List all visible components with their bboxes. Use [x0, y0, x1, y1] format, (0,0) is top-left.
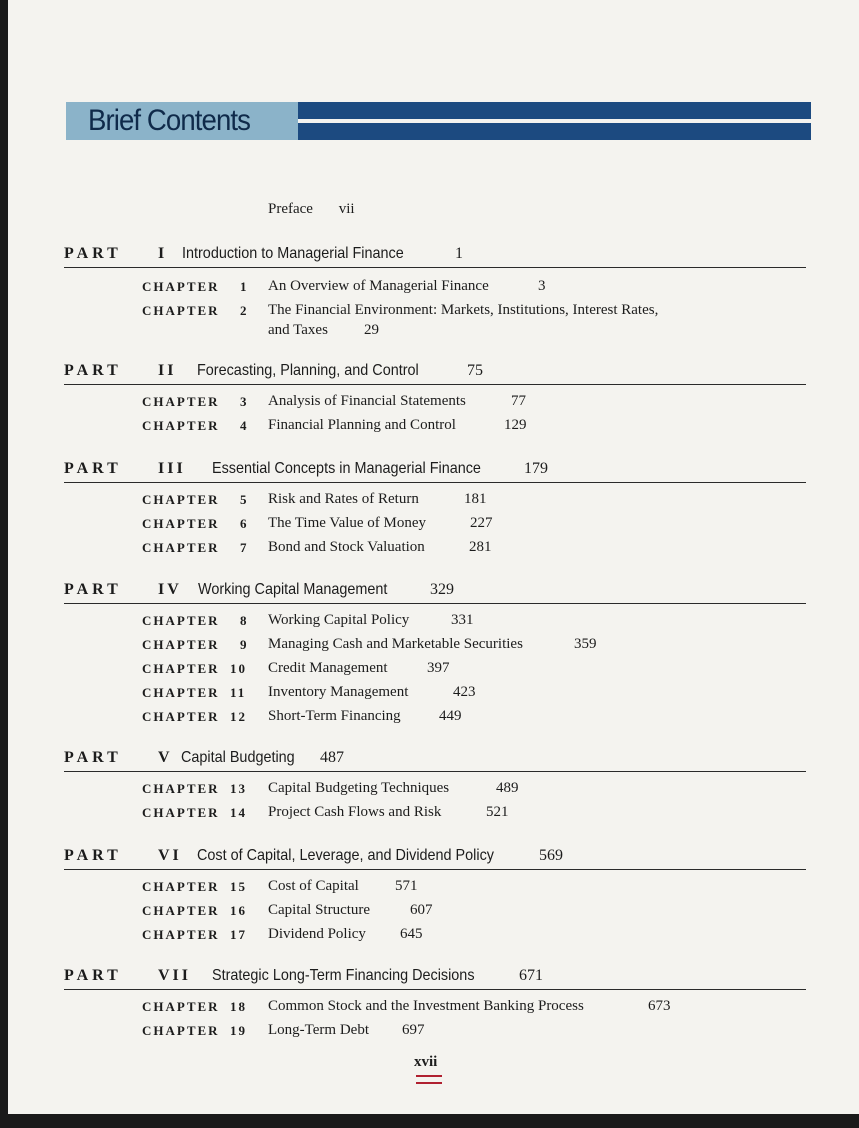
preface-entry [268, 201, 355, 218]
part-heading [64, 358, 806, 385]
page-title: Brief Contents [88, 104, 251, 137]
chapter-number: 9 [240, 637, 249, 652]
chapter-title-continued: and Taxes [268, 322, 328, 338]
chapter-entry [64, 922, 806, 946]
chapter-number: 15 [230, 879, 247, 894]
part-page: 487 [320, 749, 344, 766]
chapter-entry [64, 413, 806, 437]
chapter-label: CHAPTER [142, 516, 220, 531]
chapter-label: CHAPTER [142, 879, 220, 894]
chapter-number: 14 [230, 805, 247, 820]
chapter-title: Common Stock and the Investment Banking Process [268, 998, 584, 1014]
chapter-entry [64, 994, 806, 1018]
chapter-label: CHAPTER [142, 927, 220, 942]
part-page: 671 [519, 967, 543, 984]
part-label: PART [64, 362, 122, 379]
part-numeral: IV [158, 581, 182, 598]
chapter-page: 359 [574, 636, 597, 652]
chapter-label: CHAPTER [142, 418, 220, 433]
chapter-label: CHAPTER [142, 781, 220, 796]
part-title: Cost of Capital, Leverage, and Dividend Policy [197, 847, 494, 864]
chapter-title: Short-Term Financing [268, 708, 401, 724]
part-label: PART [64, 967, 122, 984]
chapter-number: 2 [240, 303, 249, 318]
part-title: Strategic Long-Term Financing Decisions [212, 967, 475, 984]
chapter-number: 11 [230, 685, 247, 700]
part-title: Essential Concepts in Managerial Finance [212, 460, 481, 477]
chapter-entry [64, 776, 806, 800]
chapter-label: CHAPTER [142, 709, 220, 724]
chapter-title: Cost of Capital [268, 878, 359, 894]
chapter-page: 645 [400, 926, 423, 942]
chapter-title: Inventory Management [268, 684, 409, 700]
chapter-title: Working Capital Policy [268, 612, 410, 628]
part-numeral: III [158, 460, 186, 477]
part-section [64, 358, 806, 437]
chapter-title: Capital Structure [268, 902, 371, 918]
chapter-entry [64, 898, 806, 922]
chapter-entry [64, 274, 806, 298]
chapter-label: CHAPTER [142, 540, 220, 555]
chapter-entry [64, 680, 806, 704]
chapter-page: 129 [504, 417, 527, 433]
part-section [64, 577, 806, 728]
part-section [64, 843, 806, 946]
part-numeral: I [158, 245, 168, 262]
chapter-title: Risk and Rates of Return [268, 491, 419, 507]
chapter-number: 17 [230, 927, 247, 942]
chapter-page: 423 [453, 684, 476, 700]
part-title: Forecasting, Planning, and Control [197, 362, 419, 379]
part-heading [64, 241, 806, 268]
book-page [8, 0, 859, 1114]
chapter-entry [64, 656, 806, 680]
chapter-number: 7 [240, 540, 249, 555]
chapter-label: CHAPTER [142, 805, 220, 820]
part-page: 569 [539, 847, 563, 864]
chapter-label: CHAPTER [142, 279, 220, 294]
chapter-number: 5 [240, 492, 249, 507]
chapter-entry [64, 1018, 806, 1042]
chapter-page: 489 [496, 780, 519, 796]
chapter-label: CHAPTER [142, 1023, 220, 1038]
chapter-title: Capital Budgeting Techniques [268, 780, 450, 796]
chapter-page: 521 [486, 804, 509, 820]
chapter-page: 281 [469, 539, 492, 555]
chapter-title: Managing Cash and Marketable Securities [268, 636, 523, 652]
chapter-entry [64, 800, 806, 824]
part-label: PART [64, 581, 122, 598]
chapter-entry [64, 487, 806, 511]
chapter-label: CHAPTER [142, 637, 220, 652]
chapter-page: 607 [410, 902, 433, 918]
page-number: xvii [414, 1054, 438, 1070]
part-section [64, 241, 806, 346]
part-numeral: VII [158, 967, 192, 984]
chapter-title: Project Cash Flows and Risk [268, 804, 442, 820]
chapter-label: CHAPTER [142, 685, 220, 700]
part-page: 1 [455, 245, 463, 262]
chapter-number: 10 [230, 661, 247, 676]
part-heading [64, 745, 806, 772]
chapter-entry [64, 704, 806, 728]
chapter-number: 4 [240, 418, 249, 433]
chapter-title: Credit Management [268, 660, 388, 676]
header-bar [298, 123, 811, 140]
header-bar [298, 102, 811, 119]
chapter-entry [64, 874, 806, 898]
chapter-page: 449 [439, 708, 462, 724]
part-numeral: V [158, 749, 173, 766]
chapter-page: 227 [470, 515, 493, 531]
part-heading [64, 577, 806, 604]
chapter-label: CHAPTER [142, 999, 220, 1014]
part-title: Capital Budgeting [181, 749, 295, 766]
chapter-title: Financial Planning and Control [268, 417, 456, 433]
chapter-page: 181 [464, 491, 487, 507]
chapter-title: The Time Value of Money [268, 515, 427, 531]
preface-page: vii [338, 201, 355, 217]
chapter-title: The Financial Environment: Markets, Institutions, Interest Rates, [268, 302, 659, 318]
chapter-page: 77 [511, 393, 526, 409]
chapter-page: 697 [402, 1022, 425, 1038]
chapter-entry [64, 511, 806, 535]
chapter-number: 6 [240, 516, 249, 531]
chapter-number: 3 [240, 394, 249, 409]
chapter-title: Long-Term Debt [268, 1022, 370, 1038]
header-title-box [66, 102, 298, 140]
chapter-label: CHAPTER [142, 394, 220, 409]
chapter-page: 571 [395, 878, 418, 894]
chapter-entry [64, 298, 806, 322]
chapter-entry [64, 389, 806, 413]
chapter-title: Bond and Stock Valuation [268, 539, 425, 555]
preface-label: Preface [268, 201, 313, 217]
chapter-page: 3 [538, 278, 546, 294]
chapter-page: 397 [427, 660, 450, 676]
chapter-page: 673 [648, 998, 671, 1014]
chapter-number: 12 [230, 709, 247, 724]
part-section [64, 456, 806, 559]
chapter-label: CHAPTER [142, 613, 220, 628]
chapter-entry [64, 608, 806, 632]
chapter-label: CHAPTER [142, 303, 220, 318]
part-page: 75 [467, 362, 483, 379]
chapter-number: 8 [240, 613, 249, 628]
part-title: Introduction to Managerial Finance [182, 245, 404, 262]
part-heading [64, 456, 806, 483]
header-band [66, 102, 811, 140]
chapter-title: Analysis of Financial Statements [268, 393, 466, 409]
chapter-number: 13 [230, 781, 247, 796]
chapter-entry [64, 535, 806, 559]
part-title: Working Capital Management [198, 581, 388, 598]
part-page: 329 [430, 581, 454, 598]
part-heading [64, 843, 806, 870]
chapter-page: 29 [364, 322, 379, 338]
chapter-number: 16 [230, 903, 247, 918]
chapter-number: 19 [230, 1023, 247, 1038]
part-label: PART [64, 460, 122, 477]
chapter-title: Dividend Policy [268, 926, 366, 942]
part-page: 179 [524, 460, 548, 477]
chapter-title: An Overview of Managerial Finance [268, 278, 489, 294]
part-numeral: VI [158, 847, 182, 864]
chapter-label: CHAPTER [142, 661, 220, 676]
chapter-entry-continued [64, 322, 806, 346]
part-section [64, 963, 806, 1042]
chapter-label: CHAPTER [142, 903, 220, 918]
chapter-number: 1 [240, 279, 249, 294]
part-heading [64, 963, 806, 990]
part-label: PART [64, 245, 122, 262]
chapter-page: 331 [451, 612, 474, 628]
chapter-number: 18 [230, 999, 247, 1014]
part-section [64, 745, 806, 824]
part-label: PART [64, 749, 122, 766]
page-number-rule [416, 1075, 442, 1084]
part-label: PART [64, 847, 122, 864]
chapter-label: CHAPTER [142, 492, 220, 507]
chapter-entry [64, 632, 806, 656]
part-numeral: II [158, 362, 177, 379]
